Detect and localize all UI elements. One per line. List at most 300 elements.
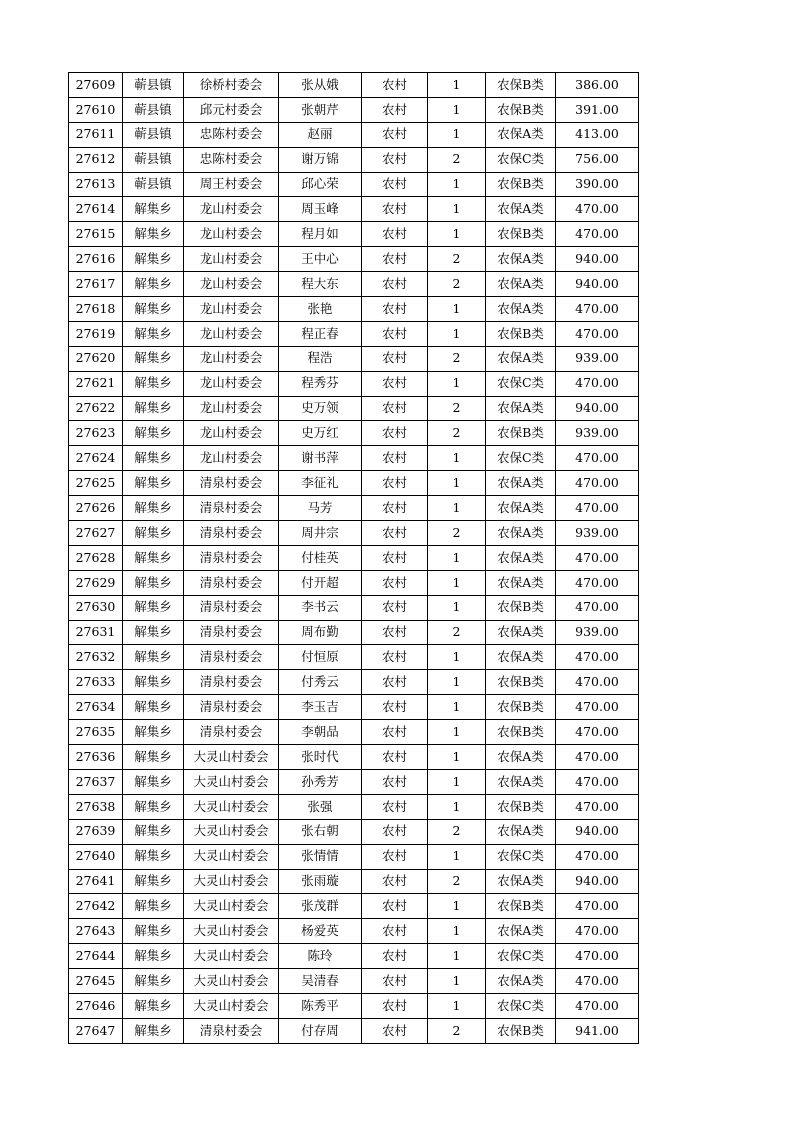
village-committee-cell: 清泉村委会 [184, 471, 279, 496]
record-id-cell: 27613 [69, 172, 123, 197]
insurance-category-cell: 农保B类 [486, 73, 556, 98]
insurance-category-cell: 农保B类 [486, 1018, 556, 1043]
person-name-cell: 程秀芬 [279, 371, 362, 396]
table-row [69, 620, 639, 645]
town-cell: 解集乡 [123, 247, 184, 272]
person-count-cell: 2 [428, 147, 486, 172]
household-type-cell: 农村 [362, 794, 428, 819]
town-cell: 蕲县镇 [123, 73, 184, 98]
insurance-category-cell: 农保A类 [486, 969, 556, 994]
village-committee-cell: 周王村委会 [184, 172, 279, 197]
insurance-category-cell: 农保A类 [486, 745, 556, 770]
town-cell: 解集乡 [123, 1018, 184, 1043]
table-row [69, 496, 639, 521]
household-type-cell: 农村 [362, 745, 428, 770]
person-count-cell: 1 [428, 570, 486, 595]
person-count-cell: 2 [428, 1018, 486, 1043]
record-id-cell: 27623 [69, 421, 123, 446]
record-id-cell: 27633 [69, 670, 123, 695]
record-id-cell: 27643 [69, 919, 123, 944]
person-name-cell: 马芳 [279, 496, 362, 521]
table-row [69, 794, 639, 819]
village-committee-cell: 大灵山村委会 [184, 819, 279, 844]
table-row [69, 122, 639, 147]
village-committee-cell: 大灵山村委会 [184, 894, 279, 919]
village-committee-cell: 清泉村委会 [184, 670, 279, 695]
record-id-cell: 27610 [69, 97, 123, 122]
village-committee-cell: 清泉村委会 [184, 695, 279, 720]
household-type-cell: 农村 [362, 247, 428, 272]
person-name-cell: 李征礼 [279, 471, 362, 496]
person-name-cell: 谢书萍 [279, 446, 362, 471]
amount-cell: 470.00 [556, 222, 639, 247]
person-name-cell: 孙秀芳 [279, 769, 362, 794]
amount-cell: 470.00 [556, 993, 639, 1018]
person-count-cell: 1 [428, 745, 486, 770]
amount-cell: 470.00 [556, 695, 639, 720]
amount-cell: 940.00 [556, 869, 639, 894]
person-count-cell: 1 [428, 944, 486, 969]
insurance-category-cell: 农保C类 [486, 446, 556, 471]
amount-cell: 939.00 [556, 620, 639, 645]
insurance-category-cell: 农保A类 [486, 570, 556, 595]
person-name-cell: 陈玲 [279, 944, 362, 969]
amount-cell: 470.00 [556, 794, 639, 819]
village-committee-cell: 大灵山村委会 [184, 769, 279, 794]
person-count-cell: 1 [428, 222, 486, 247]
household-type-cell: 农村 [362, 595, 428, 620]
insurance-category-cell: 农保A类 [486, 645, 556, 670]
person-count-cell: 2 [428, 819, 486, 844]
insurance-category-cell: 农保A类 [486, 122, 556, 147]
insurance-category-cell: 农保C类 [486, 147, 556, 172]
insurance-category-cell: 农保A类 [486, 769, 556, 794]
insurance-category-cell: 农保B类 [486, 894, 556, 919]
amount-cell: 470.00 [556, 595, 639, 620]
town-cell: 解集乡 [123, 620, 184, 645]
table-row [69, 869, 639, 894]
town-cell: 解集乡 [123, 545, 184, 570]
town-cell: 解集乡 [123, 496, 184, 521]
person-count-cell: 1 [428, 969, 486, 994]
amount-cell: 940.00 [556, 272, 639, 297]
household-type-cell: 农村 [362, 944, 428, 969]
record-id-cell: 27644 [69, 944, 123, 969]
amount-cell: 470.00 [556, 844, 639, 869]
insurance-category-cell: 农保A类 [486, 396, 556, 421]
table-row [69, 521, 639, 546]
town-cell: 解集乡 [123, 894, 184, 919]
amount-cell: 940.00 [556, 247, 639, 272]
amount-cell: 940.00 [556, 396, 639, 421]
household-type-cell: 农村 [362, 471, 428, 496]
insurance-category-cell: 农保B类 [486, 695, 556, 720]
village-committee-cell: 清泉村委会 [184, 595, 279, 620]
roster-body [69, 73, 639, 1044]
town-cell: 蕲县镇 [123, 147, 184, 172]
record-id-cell: 27637 [69, 769, 123, 794]
record-id-cell: 27622 [69, 396, 123, 421]
record-id-cell: 27621 [69, 371, 123, 396]
person-name-cell: 王中心 [279, 247, 362, 272]
person-name-cell: 张情情 [279, 844, 362, 869]
record-id-cell: 27619 [69, 321, 123, 346]
amount-cell: 940.00 [556, 819, 639, 844]
village-committee-cell: 大灵山村委会 [184, 844, 279, 869]
person-count-cell: 1 [428, 720, 486, 745]
person-count-cell: 2 [428, 396, 486, 421]
person-count-cell: 1 [428, 919, 486, 944]
roster-table [68, 72, 639, 1044]
amount-cell: 470.00 [556, 645, 639, 670]
person-name-cell: 程月如 [279, 222, 362, 247]
household-type-cell: 农村 [362, 421, 428, 446]
insurance-category-cell: 农保C类 [486, 944, 556, 969]
table-row [69, 894, 639, 919]
village-committee-cell: 清泉村委会 [184, 496, 279, 521]
insurance-category-cell: 农保B类 [486, 97, 556, 122]
person-name-cell: 张从娥 [279, 73, 362, 98]
household-type-cell: 农村 [362, 147, 428, 172]
insurance-category-cell: 农保B类 [486, 670, 556, 695]
record-id-cell: 27631 [69, 620, 123, 645]
person-count-cell: 1 [428, 695, 486, 720]
table-row [69, 297, 639, 322]
person-count-cell: 1 [428, 545, 486, 570]
amount-cell: 470.00 [556, 894, 639, 919]
town-cell: 解集乡 [123, 371, 184, 396]
person-count-cell: 1 [428, 471, 486, 496]
amount-cell: 470.00 [556, 496, 639, 521]
record-id-cell: 27636 [69, 745, 123, 770]
insurance-category-cell: 农保B类 [486, 421, 556, 446]
record-id-cell: 27635 [69, 720, 123, 745]
household-type-cell: 农村 [362, 172, 428, 197]
person-name-cell: 程浩 [279, 346, 362, 371]
town-cell: 解集乡 [123, 570, 184, 595]
person-name-cell: 付存周 [279, 1018, 362, 1043]
insurance-category-cell: 农保A类 [486, 272, 556, 297]
town-cell: 解集乡 [123, 595, 184, 620]
town-cell: 解集乡 [123, 919, 184, 944]
table-row [69, 272, 639, 297]
town-cell: 蕲县镇 [123, 97, 184, 122]
person-count-cell: 1 [428, 446, 486, 471]
insurance-category-cell: 农保A类 [486, 197, 556, 222]
table-row [69, 919, 639, 944]
person-name-cell: 邱心荣 [279, 172, 362, 197]
person-name-cell: 程大东 [279, 272, 362, 297]
person-count-cell: 1 [428, 172, 486, 197]
village-committee-cell: 徐桥村委会 [184, 73, 279, 98]
town-cell: 解集乡 [123, 944, 184, 969]
household-type-cell: 农村 [362, 545, 428, 570]
village-committee-cell: 龙山村委会 [184, 197, 279, 222]
table-row [69, 346, 639, 371]
household-type-cell: 农村 [362, 346, 428, 371]
amount-cell: 470.00 [556, 720, 639, 745]
town-cell: 解集乡 [123, 745, 184, 770]
person-name-cell: 李书云 [279, 595, 362, 620]
household-type-cell: 农村 [362, 371, 428, 396]
amount-cell: 470.00 [556, 471, 639, 496]
amount-cell: 470.00 [556, 570, 639, 595]
town-cell: 解集乡 [123, 819, 184, 844]
table-row [69, 545, 639, 570]
amount-cell: 470.00 [556, 944, 639, 969]
person-name-cell: 李玉吉 [279, 695, 362, 720]
record-id-cell: 27640 [69, 844, 123, 869]
amount-cell: 386.00 [556, 73, 639, 98]
person-count-cell: 1 [428, 595, 486, 620]
town-cell: 解集乡 [123, 471, 184, 496]
table-row [69, 745, 639, 770]
person-name-cell: 张强 [279, 794, 362, 819]
person-count-cell: 1 [428, 670, 486, 695]
person-name-cell: 张朝芹 [279, 97, 362, 122]
table-row [69, 993, 639, 1018]
record-id-cell: 27624 [69, 446, 123, 471]
village-committee-cell: 龙山村委会 [184, 321, 279, 346]
person-count-cell: 1 [428, 794, 486, 819]
household-type-cell: 农村 [362, 321, 428, 346]
table-row [69, 1018, 639, 1043]
insurance-category-cell: 农保B类 [486, 794, 556, 819]
town-cell: 解集乡 [123, 993, 184, 1018]
person-count-cell: 1 [428, 645, 486, 670]
person-name-cell: 史万领 [279, 396, 362, 421]
person-name-cell: 张时代 [279, 745, 362, 770]
amount-cell: 756.00 [556, 147, 639, 172]
town-cell: 解集乡 [123, 794, 184, 819]
village-committee-cell: 大灵山村委会 [184, 869, 279, 894]
town-cell: 解集乡 [123, 272, 184, 297]
town-cell: 解集乡 [123, 969, 184, 994]
record-id-cell: 27620 [69, 346, 123, 371]
insurance-category-cell: 农保A类 [486, 545, 556, 570]
amount-cell: 413.00 [556, 122, 639, 147]
insurance-category-cell: 农保B类 [486, 595, 556, 620]
amount-cell: 941.00 [556, 1018, 639, 1043]
record-id-cell: 27632 [69, 645, 123, 670]
person-name-cell: 陈秀平 [279, 993, 362, 1018]
record-id-cell: 27626 [69, 496, 123, 521]
household-type-cell: 农村 [362, 819, 428, 844]
person-name-cell: 周玉峰 [279, 197, 362, 222]
person-name-cell: 赵丽 [279, 122, 362, 147]
table-row [69, 695, 639, 720]
household-type-cell: 农村 [362, 496, 428, 521]
amount-cell: 470.00 [556, 297, 639, 322]
person-count-cell: 2 [428, 421, 486, 446]
amount-cell: 470.00 [556, 321, 639, 346]
amount-cell: 939.00 [556, 421, 639, 446]
insurance-category-cell: 农保A类 [486, 496, 556, 521]
village-committee-cell: 清泉村委会 [184, 545, 279, 570]
person-name-cell: 张右朝 [279, 819, 362, 844]
insurance-category-cell: 农保B类 [486, 720, 556, 745]
insurance-category-cell: 农保A类 [486, 819, 556, 844]
person-name-cell: 李朝品 [279, 720, 362, 745]
village-committee-cell: 大灵山村委会 [184, 794, 279, 819]
person-count-cell: 2 [428, 620, 486, 645]
town-cell: 解集乡 [123, 670, 184, 695]
record-id-cell: 27646 [69, 993, 123, 1018]
person-count-cell: 1 [428, 769, 486, 794]
household-type-cell: 农村 [362, 122, 428, 147]
person-count-cell: 1 [428, 97, 486, 122]
person-name-cell: 史万红 [279, 421, 362, 446]
record-id-cell: 27627 [69, 521, 123, 546]
record-id-cell: 27645 [69, 969, 123, 994]
insurance-category-cell: 农保B类 [486, 321, 556, 346]
person-count-cell: 1 [428, 73, 486, 98]
village-committee-cell: 清泉村委会 [184, 1018, 279, 1043]
town-cell: 蕲县镇 [123, 122, 184, 147]
household-type-cell: 农村 [362, 670, 428, 695]
household-type-cell: 农村 [362, 720, 428, 745]
insurance-category-cell: 农保C类 [486, 371, 556, 396]
household-type-cell: 农村 [362, 894, 428, 919]
village-committee-cell: 清泉村委会 [184, 521, 279, 546]
person-count-cell: 2 [428, 272, 486, 297]
amount-cell: 470.00 [556, 919, 639, 944]
person-count-cell: 2 [428, 869, 486, 894]
village-committee-cell: 清泉村委会 [184, 620, 279, 645]
table-row [69, 446, 639, 471]
person-name-cell: 杨爱英 [279, 919, 362, 944]
table-row [69, 570, 639, 595]
table-row [69, 147, 639, 172]
table-row [69, 471, 639, 496]
insurance-category-cell: 农保A类 [486, 346, 556, 371]
record-id-cell: 27634 [69, 695, 123, 720]
insurance-category-cell: 农保B类 [486, 222, 556, 247]
amount-cell: 390.00 [556, 172, 639, 197]
table-row [69, 670, 639, 695]
amount-cell: 470.00 [556, 371, 639, 396]
record-id-cell: 27641 [69, 869, 123, 894]
household-type-cell: 农村 [362, 73, 428, 98]
household-type-cell: 农村 [362, 869, 428, 894]
village-committee-cell: 龙山村委会 [184, 446, 279, 471]
table-row [69, 371, 639, 396]
town-cell: 解集乡 [123, 321, 184, 346]
person-count-cell: 1 [428, 297, 486, 322]
household-type-cell: 农村 [362, 197, 428, 222]
record-id-cell: 27618 [69, 297, 123, 322]
record-id-cell: 27647 [69, 1018, 123, 1043]
record-id-cell: 27630 [69, 595, 123, 620]
insurance-category-cell: 农保A类 [486, 869, 556, 894]
household-type-cell: 农村 [362, 769, 428, 794]
village-committee-cell: 龙山村委会 [184, 346, 279, 371]
record-id-cell: 27617 [69, 272, 123, 297]
insurance-category-cell: 农保A类 [486, 247, 556, 272]
household-type-cell: 农村 [362, 97, 428, 122]
household-type-cell: 农村 [362, 446, 428, 471]
person-count-cell: 2 [428, 346, 486, 371]
amount-cell: 470.00 [556, 545, 639, 570]
town-cell: 解集乡 [123, 769, 184, 794]
record-id-cell: 27629 [69, 570, 123, 595]
person-name-cell: 周布勤 [279, 620, 362, 645]
town-cell: 解集乡 [123, 421, 184, 446]
town-cell: 解集乡 [123, 869, 184, 894]
household-type-cell: 农村 [362, 620, 428, 645]
person-count-cell: 1 [428, 371, 486, 396]
record-id-cell: 27625 [69, 471, 123, 496]
village-committee-cell: 龙山村委会 [184, 421, 279, 446]
table-row [69, 222, 639, 247]
town-cell: 解集乡 [123, 645, 184, 670]
household-type-cell: 农村 [362, 695, 428, 720]
table-row [69, 844, 639, 869]
record-id-cell: 27639 [69, 819, 123, 844]
village-committee-cell: 大灵山村委会 [184, 969, 279, 994]
person-name-cell: 付秀云 [279, 670, 362, 695]
amount-cell: 470.00 [556, 769, 639, 794]
household-type-cell: 农村 [362, 521, 428, 546]
village-committee-cell: 龙山村委会 [184, 247, 279, 272]
town-cell: 解集乡 [123, 720, 184, 745]
record-id-cell: 27611 [69, 122, 123, 147]
insurance-category-cell: 农保A类 [486, 620, 556, 645]
insurance-category-cell: 农保B类 [486, 172, 556, 197]
person-count-cell: 1 [428, 321, 486, 346]
town-cell: 解集乡 [123, 396, 184, 421]
household-type-cell: 农村 [362, 570, 428, 595]
village-committee-cell: 清泉村委会 [184, 720, 279, 745]
person-name-cell: 谢万锦 [279, 147, 362, 172]
amount-cell: 939.00 [556, 521, 639, 546]
record-id-cell: 27609 [69, 73, 123, 98]
table-row [69, 769, 639, 794]
person-name-cell: 付桂英 [279, 545, 362, 570]
person-count-cell: 1 [428, 993, 486, 1018]
village-committee-cell: 大灵山村委会 [184, 745, 279, 770]
table-row [69, 720, 639, 745]
person-count-cell: 1 [428, 844, 486, 869]
village-committee-cell: 邱元村委会 [184, 97, 279, 122]
table-row [69, 73, 639, 98]
village-committee-cell: 忠陈村委会 [184, 147, 279, 172]
person-count-cell: 2 [428, 521, 486, 546]
record-id-cell: 27642 [69, 894, 123, 919]
household-type-cell: 农村 [362, 969, 428, 994]
table-row [69, 247, 639, 272]
insurance-category-cell: 农保A类 [486, 297, 556, 322]
insurance-category-cell: 农保A类 [486, 471, 556, 496]
table-row [69, 969, 639, 994]
household-type-cell: 农村 [362, 993, 428, 1018]
town-cell: 解集乡 [123, 446, 184, 471]
town-cell: 解集乡 [123, 222, 184, 247]
town-cell: 解集乡 [123, 197, 184, 222]
household-type-cell: 农村 [362, 1018, 428, 1043]
person-count-cell: 1 [428, 894, 486, 919]
person-name-cell: 张茂群 [279, 894, 362, 919]
town-cell: 解集乡 [123, 695, 184, 720]
household-type-cell: 农村 [362, 222, 428, 247]
amount-cell: 391.00 [556, 97, 639, 122]
household-type-cell: 农村 [362, 919, 428, 944]
person-name-cell: 付开超 [279, 570, 362, 595]
village-committee-cell: 龙山村委会 [184, 272, 279, 297]
person-count-cell: 1 [428, 197, 486, 222]
person-name-cell: 张艳 [279, 297, 362, 322]
village-committee-cell: 龙山村委会 [184, 396, 279, 421]
